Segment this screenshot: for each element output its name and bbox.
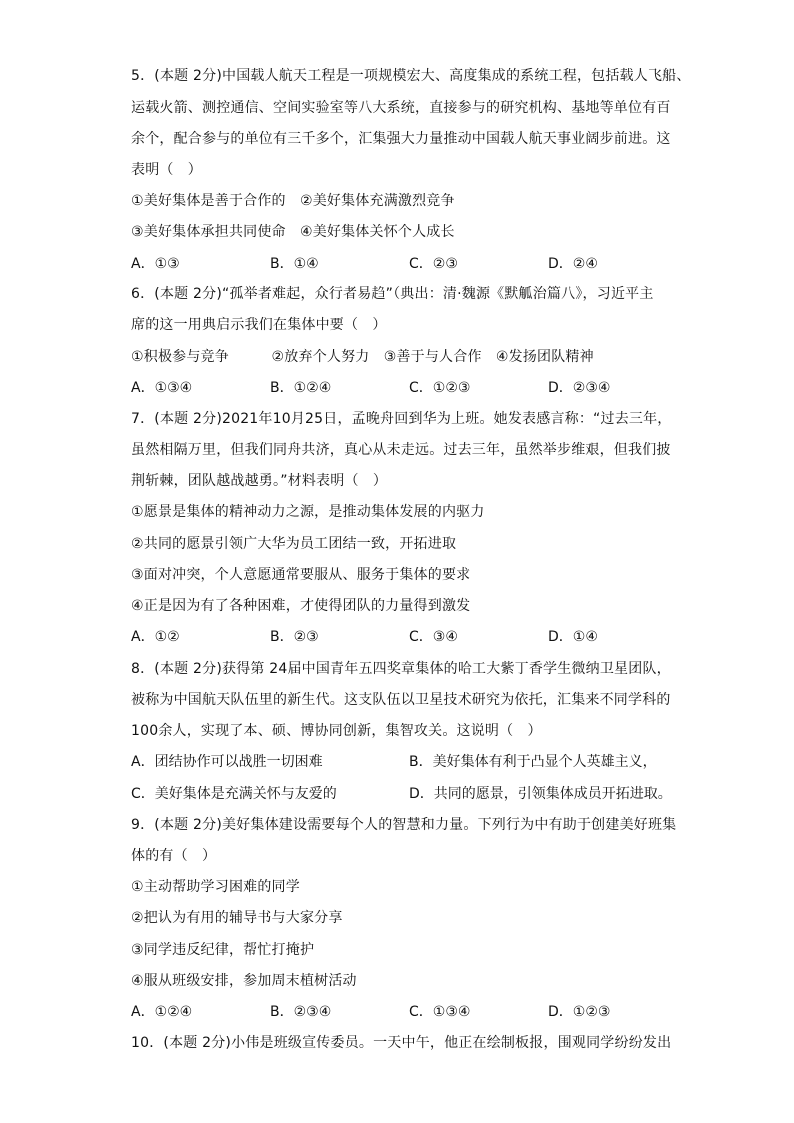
q6-option-d[interactable]: D．②③④ <box>548 380 611 396</box>
q7-option-d[interactable]: D．①④ <box>548 629 598 645</box>
q9-option-b[interactable]: B．②③④ <box>270 1004 332 1020</box>
q9-statement-3: ③同学违反纪律，帮忙打掩护 <box>131 942 315 958</box>
q5-line-4: 表明（ ） <box>131 162 202 178</box>
q8-option-c[interactable]: C．美好集体是充满关怀与友爱的 <box>131 786 337 802</box>
q7-statement-1: ①愿景是集体的精神动力之源，是推动集体发展的内驱力 <box>131 504 485 520</box>
q9-option-a[interactable]: A．①②④ <box>131 1004 193 1020</box>
q8-option-d[interactable]: D．共同的愿景，引领集体成员开拓进取。 <box>409 786 672 802</box>
q8-line-2: 被称为中国航天队伍里的新生代。这支队伍以卫星技术研究为依托，汇集来不同学科的 <box>131 692 671 708</box>
q5-line-2: 运载火箭、测控通信、空间实验室等八大系统，直接参与的研究机构、基地等单位有百 <box>131 100 671 116</box>
q5-option-a[interactable]: A．①③ <box>131 256 180 272</box>
q9-statement-4: ④服从班级安排，参加周末植树活动 <box>131 973 357 989</box>
q6-option-b[interactable]: B．①②④ <box>270 380 332 396</box>
q9-line-2: 体的有（ ） <box>131 848 217 864</box>
q6-option-a[interactable]: A．①③④ <box>131 380 193 396</box>
q7-line-3: 荆斩棘，团队越战越勇。”材料表明（ ） <box>131 473 388 489</box>
q9-statement-2: ②把认为有用的辅导书与大家分享 <box>131 910 343 926</box>
q6-line-2: 席的这一用典启示我们在集体中要（ ） <box>131 317 387 333</box>
q5-option-b[interactable]: B．①④ <box>270 256 319 272</box>
q7-line-1: 7．(本题 2分)2021年10月25日，孟晚舟回到华为上班。她发表感言称：“过去三年， <box>131 411 672 427</box>
q6-statements: ①积极参与竞争 ②放弃个人努力 ③善于与人合作 ④发扬团队精神 <box>131 349 594 365</box>
q7-statement-4: ④正是因为有了各种困难，才使得团队的力量得到激发 <box>131 598 471 614</box>
q6-line-1: 6．(本题 2分)“孤举者难起，众行者易趋”（典出：清·魏源《默觚治篇八》，习近平主 <box>131 286 654 302</box>
q7-statement-2: ②共同的愿景引领广大华为员工团结一致，开拓进取 <box>131 536 457 552</box>
q7-option-b[interactable]: B．②③ <box>270 629 319 645</box>
q5-statement-2: ③美好集体承担共同使命 ④美好集体关怀个人成长 <box>131 224 455 240</box>
q7-option-a[interactable]: A．①② <box>131 629 180 645</box>
q9-statement-1: ①主动帮助学习困难的同学 <box>131 879 300 895</box>
q6-option-c[interactable]: C．①②③ <box>409 380 471 396</box>
q7-option-c[interactable]: C．③④ <box>409 629 458 645</box>
q7-line-2: 虽然相隔万里，但我们同舟共济，真心从未走远。过去三年，虽然举步维艰，但我们披 <box>131 442 671 458</box>
q9-option-d[interactable]: D．①②③ <box>548 1004 611 1020</box>
q8-line-1: 8．(本题 2分)获得第 24届中国青年五四奖章集体的哈工大紫丁香学生微纳卫星团队， <box>131 661 671 677</box>
q5-option-d[interactable]: D．②④ <box>548 256 598 272</box>
q8-option-a[interactable]: A．团结协作可以战胜一切困难 <box>131 754 323 770</box>
q5-statement-1: ①美好集体是善于合作的 ②美好集体充满激烈竞争 <box>131 193 455 209</box>
q8-option-b[interactable]: B．美好集体有利于凸显个人英雄主义， <box>409 754 657 770</box>
q10-line-1: 10．(本题 2分)小伟是班级宣传委员。一天中午，他正在绘制板报，围观同学纷纷发出 <box>131 1035 672 1051</box>
q5-line-3: 余个，配合参与的单位有三千多个，汇集强大力量推动中国载人航天事业阔步前进。这 <box>131 131 671 147</box>
q5-line-1: 5．(本题 2分)中国载人航天工程是一项规模宏大、高度集成的系统工程，包括载人飞船、 <box>131 68 691 84</box>
q9-option-c[interactable]: C．①③④ <box>409 1004 471 1020</box>
q9-line-1: 9．(本题 2分)美好集体建设需要每个人的智慧和力量。下列行为中有助于创建美好班集 <box>131 817 677 833</box>
q7-statement-3: ③面对冲突，个人意愿通常要服从、服务于集体的要求 <box>131 567 471 583</box>
q5-option-c[interactable]: C．②③ <box>409 256 458 272</box>
q8-line-3: 100余人，实现了本、硕、博协同创新，集智攻关。这说明（ ） <box>131 723 542 739</box>
